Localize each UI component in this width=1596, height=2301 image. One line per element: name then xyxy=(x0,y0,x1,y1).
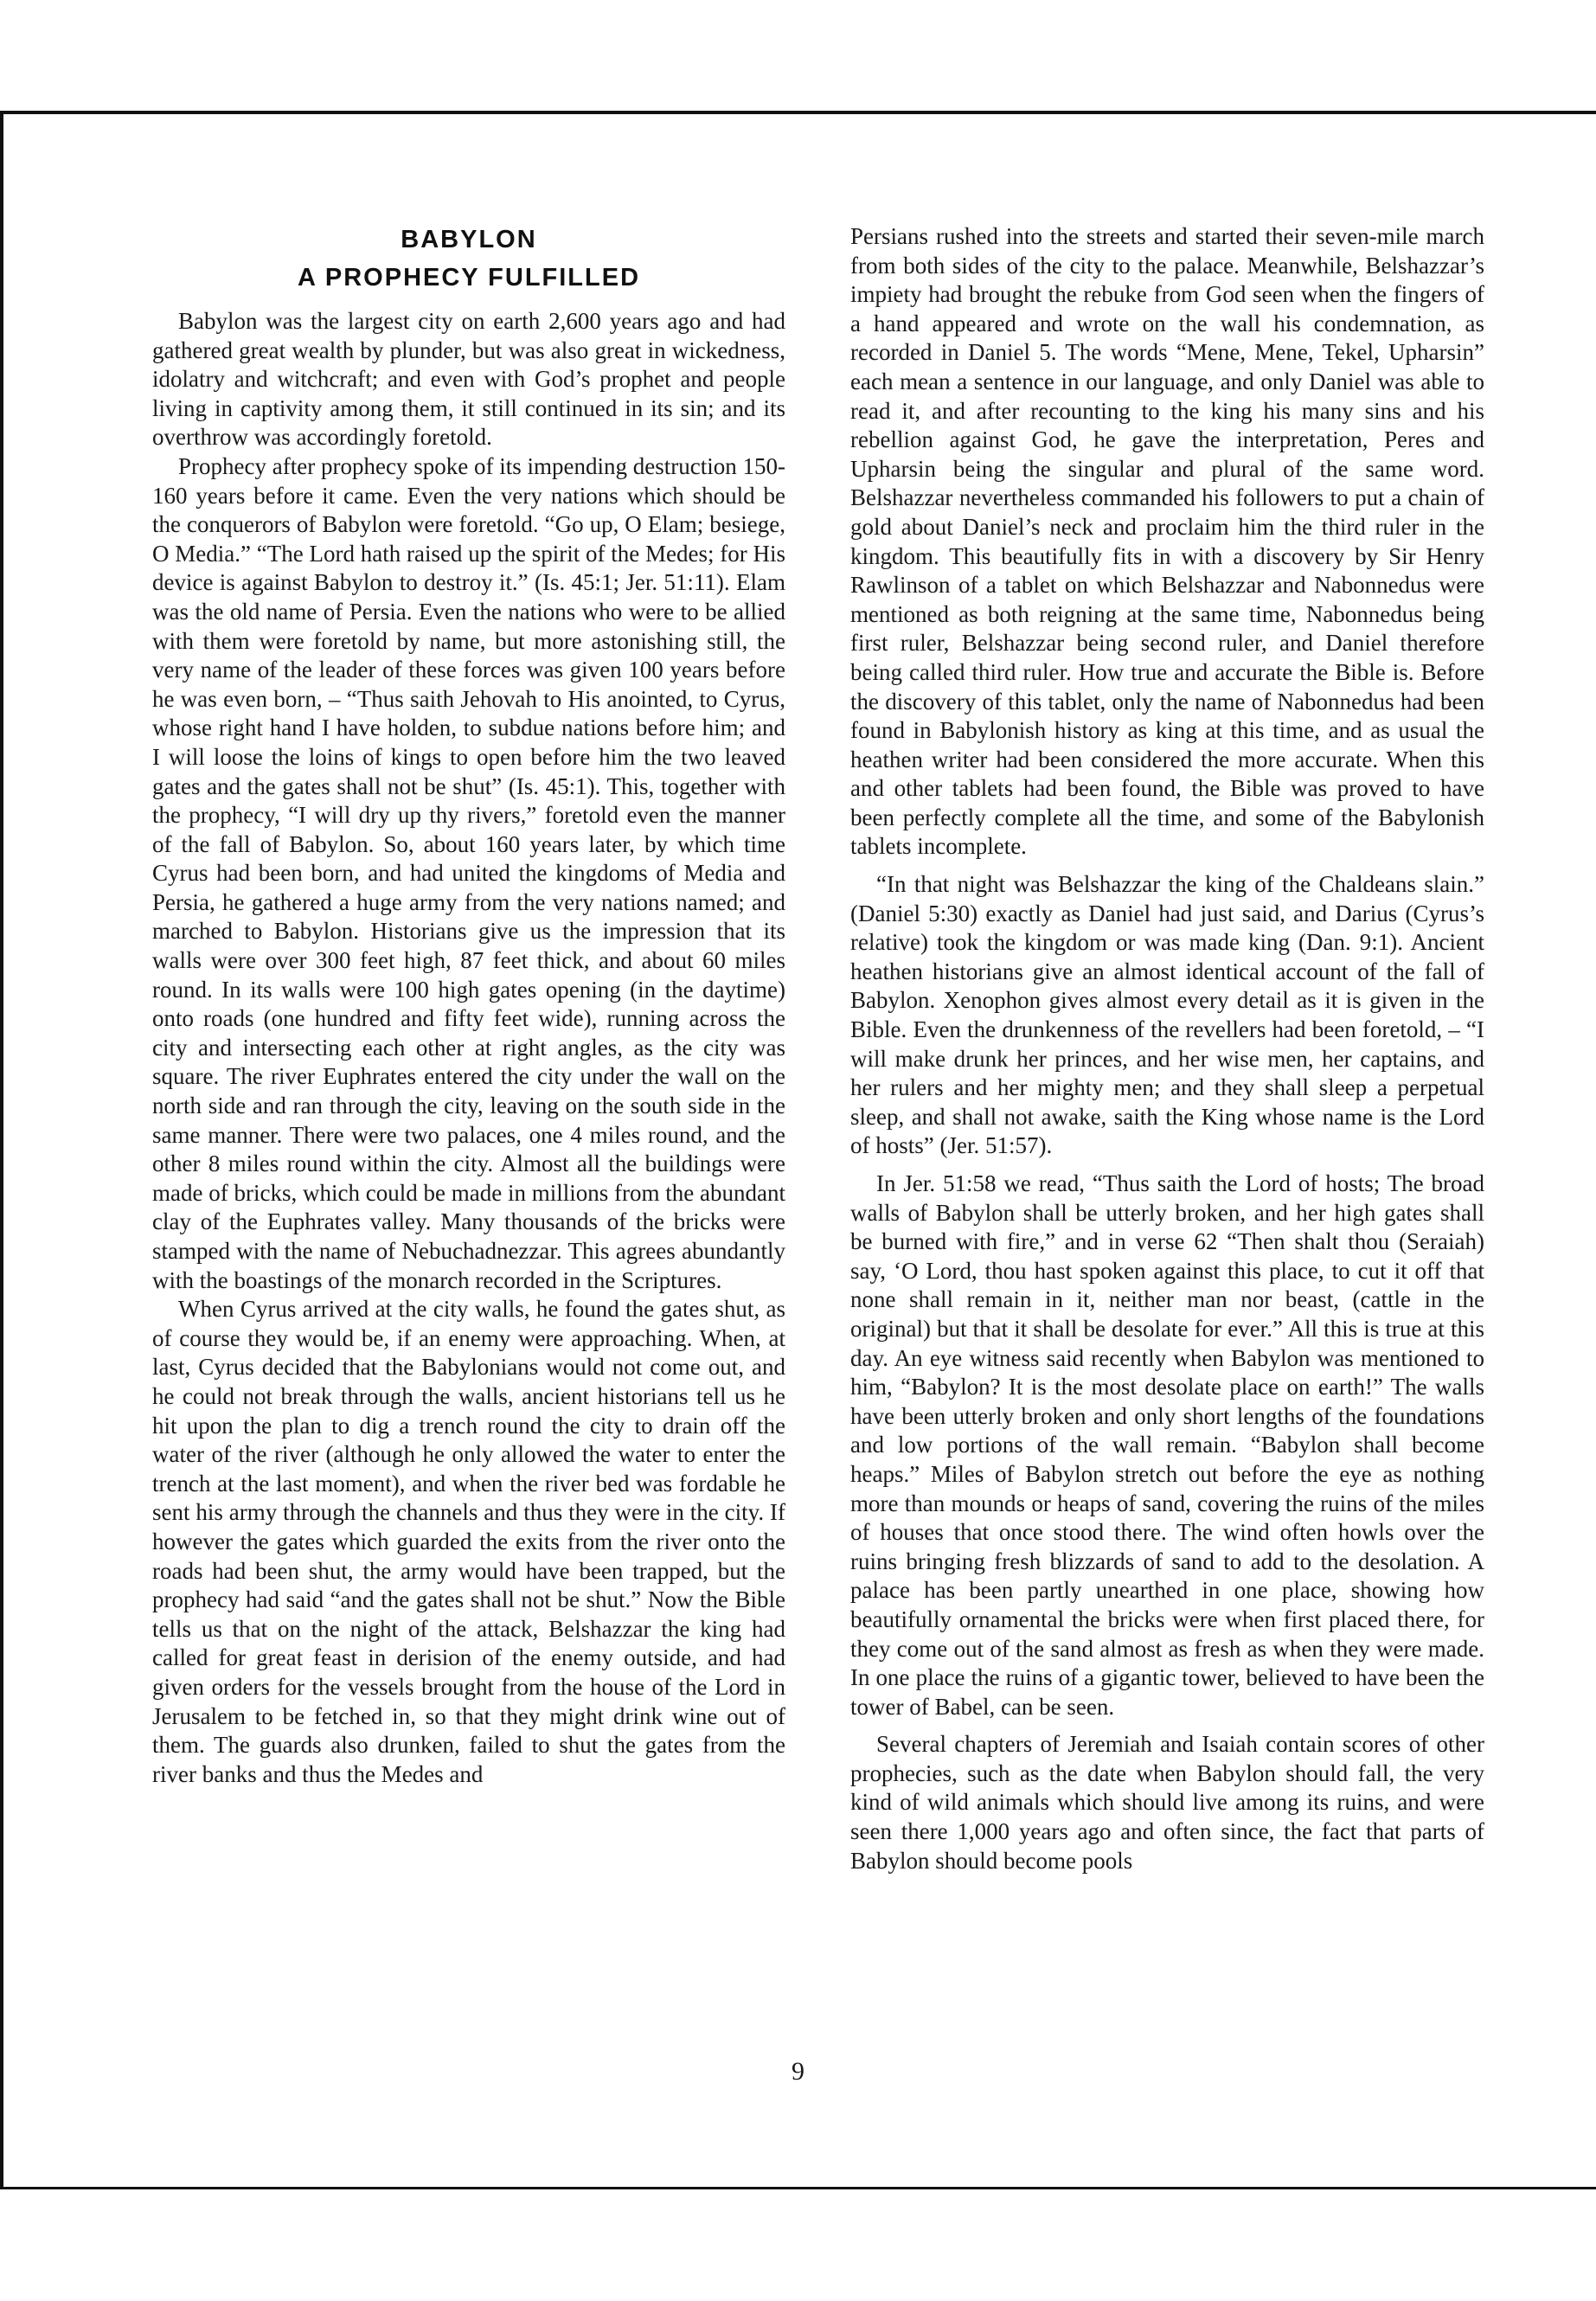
paragraph: Persians rushed into the streets and started their seven-mile march from both sides of the city to the palace. Meanwhile, Belshazzar’s impiety had brought the rebuke from God seen when the fingers of a hand appeared and wrote on the wall his condemnation, as recorded in Daniel 5. The words “Mene, Mene, Tekel, Upharsin” each mean a sentence in our language, and only Daniel was able to read it, and after recounting to the king his many sins and his rebellion against God, he gave the interpretation, Peres and Upharsin being the singular and plural of the same word. Belshazzar nevertheless commanded his followers to put a chain of gold about Daniel’s neck and proclaim him the third ruler in the kingdom. This beautifully fits in with a discovery by Sir Henry Rawlinson of a tablet on which Belshazzar and Nabonnedus were mentioned as both reigning at the same time, Nabonnedus being first ruler, Belshazzar being second ruler, and Daniel therefore being called third ruler. How true and accurate the Bible is. Before the discovery of this tablet, only the name of Nabonnedus had been found in Babylonish history as king at this time, and as usual the heathen writer had been considered the more accurate. When this and other tablets had been found, the Bible was proved to have been perfectly complete all the time, and some of the Babylonish tablets incomplete. xyxy=(850,223,1484,860)
right-column xyxy=(850,222,1484,1875)
top-border-rule xyxy=(0,111,1596,114)
left-border-rule xyxy=(0,111,3,2189)
page-number: 9 xyxy=(792,2057,804,2086)
bottom-border-rule xyxy=(0,2187,1596,2189)
paragraph: In Jer. 51:58 we read, “Thus saith the Lord of hosts; The broad walls of Babylon shall be utterly broken, and her high gates shall be burned with fire,” and in verse 62 “Then shalt thou (Seraiah) say, ‘O Lord, thou hast spoken against this place, to cut it off that none shall remain in it, neither man nor beast, (cattle in the original) but that it shall be desolate for ever.” All this is true at this day. An eye witness said recently when Babylon was mentioned to him, “Babylon? It is the most desolate place on earth!” The walls have been utterly broken and only short lengths of the foundations and low portions of the wall remain. “Babylon shall become heaps.” Miles of Babylon stretch out before the eye as nothing more than mounds or heaps of sand, covering the ruins of the miles of houses that once stood there. The wind often howls over the ruins bringing fresh blizzards of sand to add to the desolation. A palace has been partly unearthed in one place, showing how beautifully ornamental the bricks were when first placed there, for they come out of the sand almost as fresh as when they were made. In one place the ruins of a gigantic tower, believed to have been the tower of Babel, can be seen. xyxy=(850,1170,1484,1720)
paragraph: When Cyrus arrived at the city walls, he found the gates shut, as of course they would be, if an enemy were approaching. When, at last, Cyrus decided that the Babylonians would not come out, and he could not break through the walls, ancient historians tell us he hit upon the plan to dig a trench round the city to drain off the water of the river (although he only allowed the water to enter the trench at the last moment), and when the river bed was fordable he sent his army through the channels and thus they were in the city. If however the gates which guarded the exits from the river onto the roads had been shut, the army would have been trapped, but the prophecy had said “and the gates shall not be shut.” Now the Bible tells us that on the night of the attack, Belshazzar the king had called for great feast in derision of the enemy outside, and had given orders for the vessels brought from the house of the Lord in Jerusalem to be fetched in, so that they might drink wine out of them. The guards also drunken, failed to shut the gates from the river banks and thus the Medes and xyxy=(152,1296,785,1787)
article-subtitle: A PROPHECY FULFILLED xyxy=(297,264,641,292)
paragraph: Several chapters of Jeremiah and Isaiah contain scores of other prophecies, such as the date when Babylon should fall, the very kind of wild animals which should live among its ruins, and were seen there 1,000 years ago and often since, the fact that parts of Babylon should become pools xyxy=(850,1731,1484,1874)
left-column xyxy=(152,221,785,1789)
paragraph: Prophecy after prophecy spoke of its impending destruction 150-160 years before it came. Even the very nations which should be the conquerors of Babylon were foretold. “Go up, O Elam; besiege, O Media.” “The Lord hath raised up the spirit of the Medes; for His device is against Babylon to destroy it.” (Is. 45:1; Jer. 51:11). Elam was the old name of Persia. Even the nations who were to be allied with them were foretold by name, but more astonishing still, the very name of the leader of these forces was given 100 years before he was even born, – “Thus saith Jehovah to His anointed, to Cyrus, whose right hand I have holden, to subdue nations before him; and I will loose the loins of kings to open before him the two leaved gates and the gates shall not be shut” (Is. 45:1). This, together with the prophecy, “I will dry up thy rivers,” foretold even the manner of the fall of Babylon. So, about 160 years later, by which time Cyrus had been born, and had united the kingdoms of Media and Persia, he gathered a huge army from the very nations named; and marched to Babylon. Historians give us the impression that its walls were over 300 feet high, 87 feet thick, and about 60 miles round. In its walls were 100 high gates opening (in the daytime) onto roads (one hundred and fifty feet wide), running across the city and intersecting each other at right angles, as the city was square. The river Euphrates entered the city under the wall on the north side and ran through the city, leaving on the south side in the same manner. There were two palaces, one 4 miles round, and the other 8 miles round within the city. Almost all the buildings were made of bricks, which could be made in millions from the abundant clay of the Euphrates valley. Many thousands of the bricks were stamped with the name of Nebuchadnezzar. This agrees abundantly with the boastings of the monarch recorded in the Scriptures. xyxy=(152,452,785,1293)
article-title: BABYLON xyxy=(401,226,537,253)
paragraph: “In that night was Belshazzar the king of the Chaldeans slain.” (Daniel 5:30) exactly as Daniel had just said, and Darius (Cyrus’s relative) took the kingdom or was made king (Dan. 9:1). Ancient heathen historians give an almost identical account of the fall of Babylon. Xenophon gives almost every detail as it is given in the Bible. Even the drunkenness of the revellers had been foretold, – “I will make drunk her princes, and her wise men, her captains, and her rulers and her mighty men; and they shall sleep a perpetual sleep, and shall not awake, saith the King whose name is the Lord of hosts” (Jer. 51:57). xyxy=(850,871,1484,1159)
paragraph: Babylon was the largest city on earth 2,600 years ago and had gathered great wealth by plunder, but was also great in wickedness, idolatry and witchcraft; and even with God’s prophet and people living in captivity among them, it still continued in its sin; and its overthrow was accordingly foretold. xyxy=(152,308,785,451)
